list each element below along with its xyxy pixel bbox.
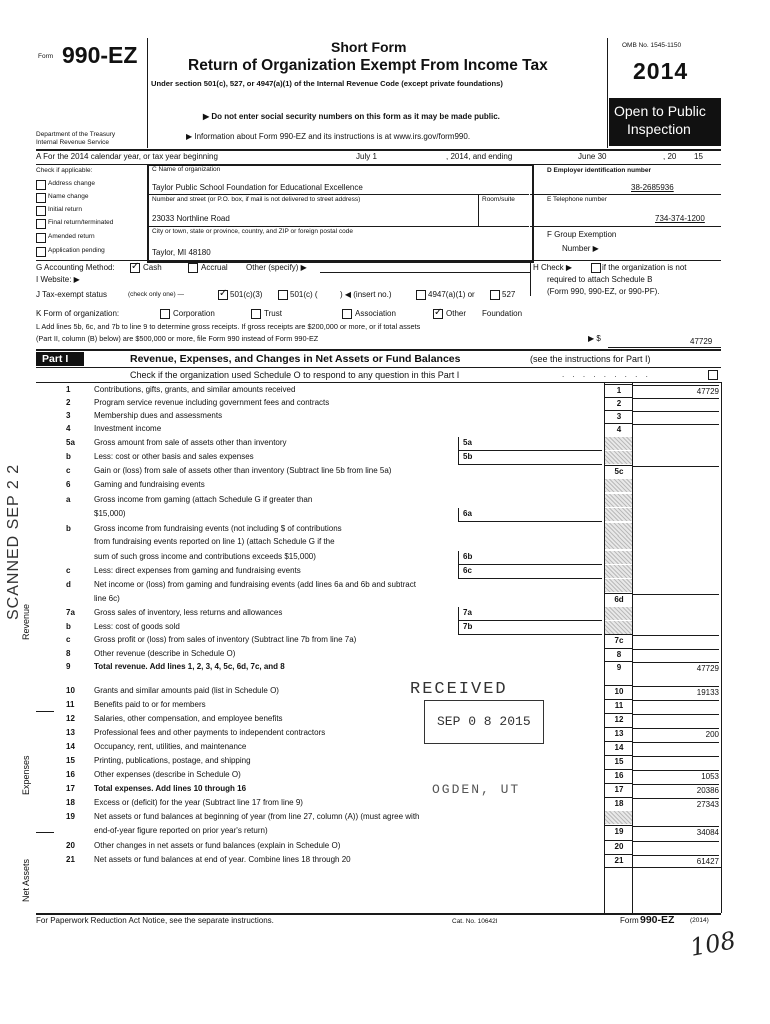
line-amount[interactable]: 61427	[633, 855, 719, 869]
sub-line-box	[458, 607, 483, 621]
line-description: Other revenue (describe in Schedule O)	[94, 649, 236, 658]
handwritten-page-number: 108	[687, 926, 738, 962]
sub-line-amount-field[interactable]	[482, 565, 602, 579]
line-row	[36, 523, 721, 536]
website-label: I Website: ▶	[36, 275, 80, 284]
sub-line-box	[458, 621, 483, 635]
shaded-cell	[605, 565, 633, 578]
line-description: Gross sales of inventory, less returns and allowances	[94, 608, 283, 617]
line-box-number: 16	[605, 769, 633, 783]
line-row	[36, 410, 721, 423]
line-number: 16	[66, 770, 75, 779]
address-change-checkbox[interactable]	[36, 180, 46, 190]
title-main: Return of Organization Exempt From Income Tax	[188, 57, 548, 74]
other-org-value[interactable]: Foundation	[482, 309, 523, 318]
line-amount[interactable]	[633, 700, 719, 714]
line-row	[36, 565, 721, 578]
notice-info: ▶ Information about Form 990-EZ and its instructions is at www.irs.gov/form990.	[186, 132, 471, 141]
footer-year: (2014)	[690, 917, 709, 924]
line-number: b	[66, 452, 71, 461]
line-amount[interactable]: 47729	[633, 662, 719, 676]
line-row	[36, 508, 721, 521]
shaded-cell	[605, 508, 633, 521]
line-amount[interactable]	[633, 714, 719, 728]
line-amount[interactable]: 47729	[633, 385, 719, 399]
sub-line-amount-field[interactable]	[482, 508, 602, 522]
subtitle: Under section 501(c), 527, or 4947(a)(1) of the Internal Revenue Code (except private foundations)	[151, 79, 503, 88]
trust-checkbox[interactable]	[251, 309, 261, 319]
other-org-checkbox[interactable]	[433, 309, 443, 319]
b-check-label: Check if applicable:	[36, 167, 93, 174]
line-row	[36, 741, 721, 754]
part-i-tag-label: Part I	[42, 353, 69, 365]
line-number: c	[66, 635, 71, 644]
tax-year: 2014	[633, 58, 689, 84]
title-short-form: Short Form	[331, 39, 407, 55]
line-amount[interactable]: 200	[633, 728, 719, 742]
gross-receipts-value[interactable]: 47729	[690, 337, 713, 346]
other-method-label: Other (specify) ▶	[246, 263, 307, 272]
line-description: Benefits paid to or for members	[94, 700, 206, 709]
line-amount[interactable]	[633, 756, 719, 770]
line-number: 13	[66, 728, 75, 737]
line-description: Less: cost or other basis and sales expenses	[94, 452, 254, 461]
line-box-number: 1	[605, 384, 633, 398]
omb-number: OMB No. 1545-1150	[622, 42, 682, 49]
sub-line-label: 6c	[463, 566, 472, 575]
initial-return-checkbox[interactable]	[36, 206, 46, 216]
line-box-number: 20	[605, 840, 633, 854]
application-pending-checkbox[interactable]	[36, 247, 46, 257]
sub-line-amount-field[interactable]	[482, 437, 602, 451]
shaded-cell	[605, 621, 633, 634]
line-description: Grants and similar amounts paid (list in Schedule O)	[94, 686, 279, 695]
line-row	[36, 451, 721, 464]
net-assets-side-label: Net Assets	[21, 858, 31, 902]
line-h-check: H Check ▶	[533, 263, 573, 272]
trust-label: Trust	[264, 309, 282, 318]
sub-line-box	[458, 551, 483, 565]
part-i-title-note: (see the instructions for Part I)	[530, 354, 651, 364]
shaded-cell	[605, 451, 633, 464]
sub-line-label: 5b	[463, 452, 473, 461]
inspection-label: Inspection	[627, 121, 691, 137]
sub-line-box	[458, 437, 483, 451]
line-box-number: 14	[605, 741, 633, 755]
sub-line-amount-field[interactable]	[482, 451, 602, 465]
501c-insert-label: ) ◀ (insert no.)	[340, 290, 392, 299]
part-i-title: Revenue, Expenses, and Changes in Net Assets or Fund Balances	[130, 353, 461, 365]
line-row	[36, 755, 721, 768]
part-i-tag	[36, 352, 84, 366]
501c-checkbox[interactable]	[278, 290, 288, 300]
line-a-end: June 30	[578, 152, 607, 161]
public-inspection-box	[609, 98, 721, 146]
501c3-checkbox[interactable]	[218, 290, 228, 300]
line-l-text2: (Part II, column (B) below) are $500,000 or more, file Form 990 instead of Form 990-EZ	[36, 334, 319, 343]
schedule-o-check-text: Check if the organization used Schedule O to respond to any question in this Part I	[130, 370, 460, 380]
line-box-number: 17	[605, 783, 633, 797]
shaded-cell	[605, 536, 633, 549]
line-h-text4: (Form 990, 990-EZ, or 990-PF).	[547, 287, 660, 296]
line-box-number: 15	[605, 755, 633, 769]
line-l-dollar: ▶ $	[588, 334, 601, 343]
line-row	[36, 384, 721, 397]
expenses-side-label: Expenses	[21, 755, 31, 795]
line-description: Printing, publications, postage, and shipping	[94, 756, 251, 765]
line-a-year-value: 15	[694, 152, 703, 161]
line-number: b	[66, 524, 71, 533]
line-number: b	[66, 622, 71, 631]
line-number: 10	[66, 686, 75, 695]
application-pending-label: Application pending	[48, 247, 105, 254]
accounting-method-label: G Accounting Method:	[36, 263, 115, 272]
tax-exempt-hint: (check only one) —	[128, 291, 184, 298]
line-box-number: 5c	[605, 465, 633, 479]
line-h-text3: required to attach Schedule B	[547, 275, 653, 284]
sub-line-amount-field[interactable]	[482, 551, 602, 565]
line-description: Excess or (deficit) for the year (Subtract line 17 from line 9)	[94, 798, 303, 807]
date-stamp-text: SEP 0 8 2015	[437, 714, 531, 729]
association-checkbox[interactable]	[342, 309, 352, 319]
sub-line-label: 6b	[463, 552, 473, 561]
line-box-number: 12	[605, 713, 633, 727]
shaded-cell	[605, 479, 633, 492]
line-description: from fundraising events reported on line 1) (attach Schedule G if the	[94, 537, 335, 546]
line-row	[36, 854, 721, 867]
line-number: 17	[66, 784, 75, 793]
line-row	[36, 840, 721, 853]
dept-line1: Department of the Treasury	[36, 131, 116, 138]
line-number: 9	[66, 662, 71, 671]
line-amount[interactable]: 20386	[633, 784, 719, 798]
cash-label: Cash	[143, 263, 162, 272]
line-a-mid: , 2014, and ending	[446, 152, 513, 161]
line-amount[interactable]: 19133	[633, 686, 719, 700]
shaded-cell	[605, 523, 633, 536]
line-a-year-suffix: , 20	[663, 152, 677, 161]
dept-line2: Internal Revenue Service	[36, 139, 109, 146]
line-row	[36, 783, 721, 796]
room-suite-label: Room/suite	[482, 196, 515, 203]
line-description: Gross profit or (loss) from sales of inventory (Subtract line 7b from line 7a)	[94, 635, 357, 644]
line-box-number: 4	[605, 423, 633, 437]
line-box-number: 21	[605, 854, 633, 868]
tax-exempt-label: J Tax-exempt status	[36, 290, 107, 299]
shaded-cell	[605, 579, 633, 592]
org-street[interactable]: 23033 Northline Road	[152, 214, 230, 223]
line-box-number: 11	[605, 699, 633, 713]
org-name-label: C Name of organization	[152, 166, 221, 173]
line-amount[interactable]: 34084	[633, 826, 719, 840]
line-amount[interactable]	[633, 466, 719, 480]
line-box-number: 6d	[605, 593, 633, 607]
line-number: c	[66, 566, 71, 575]
line-row	[36, 661, 721, 674]
line-a-begin: July 1	[356, 152, 377, 161]
line-number: c	[66, 466, 71, 475]
sub-line-amount-field[interactable]	[482, 621, 602, 635]
line-description: Salaries, other compensation, and employee benefits	[94, 714, 283, 723]
line-description: end-of-year figure reported on prior year's return)	[94, 826, 268, 835]
line-description: Net assets or fund balances at beginning of year (from line 27, column (A)) (must agree with	[94, 812, 420, 821]
line-a-label: A For the 2014 calendar year, or tax year beginning	[36, 152, 218, 161]
line-row	[36, 648, 721, 661]
address-change-label: Address change	[48, 180, 95, 187]
shaded-cell	[605, 437, 633, 450]
form-prefix: Form	[38, 53, 54, 60]
line-number: a	[66, 495, 71, 504]
line-description: Less: direct expenses from gaming and fundraising events	[94, 566, 301, 575]
city-label: City or town, state or province, country, and ZIP or foreign postal code	[152, 228, 353, 235]
line-description: Program service revenue including government fees and contracts	[94, 398, 330, 407]
received-stamp	[402, 678, 562, 700]
final-return-checkbox[interactable]	[36, 219, 46, 229]
line-description: Gain or (loss) from sale of assets other than inventory (Subtract line 5b from line 5a)	[94, 466, 392, 475]
line-amount[interactable]	[633, 742, 719, 756]
line-description: Gross income from gaming (attach Schedule G if greater than	[94, 495, 313, 504]
line-description: Occupancy, rent, utilities, and maintenance	[94, 742, 247, 751]
line-description: Other changes in net assets or fund balances (explain in Schedule O)	[94, 841, 341, 850]
ein-value[interactable]: 38-2685936	[631, 183, 674, 192]
line-row	[36, 494, 721, 507]
corporation-label: Corporation	[173, 309, 215, 318]
ogden-stamp: OGDEN, UT	[432, 782, 521, 797]
line-row	[36, 551, 721, 564]
line-amount[interactable]	[633, 594, 719, 608]
527-checkbox[interactable]	[490, 290, 500, 300]
line-row	[36, 437, 721, 450]
sub-line-box	[458, 451, 483, 465]
line-box-number: 13	[605, 727, 633, 741]
line-row	[36, 423, 721, 436]
org-city[interactable]: Taylor, MI 48180	[152, 248, 211, 257]
accrual-checkbox[interactable]	[188, 263, 198, 273]
line-description: Net assets or fund balances at end of year. Combine lines 18 through 20	[94, 855, 351, 864]
line-box-number: 2	[605, 397, 633, 411]
line-box-number: 19	[605, 825, 633, 839]
footer-form-number: 990-EZ	[640, 914, 675, 926]
line-box-number: 10	[605, 685, 633, 699]
line-number: 3	[66, 411, 71, 420]
line-number: 21	[66, 855, 75, 864]
org-name[interactable]: Taylor Public School Foundation for Educational Excellence	[152, 183, 363, 192]
line-box-number: 18	[605, 797, 633, 811]
line-description: $15,000)	[94, 509, 126, 518]
other-org-label: Other	[446, 309, 467, 318]
line-description: sum of such gross income and contributions exceeds $15,000)	[94, 552, 316, 561]
shaded-cell	[605, 607, 633, 620]
phone-label: E Telephone number	[547, 196, 607, 203]
line-amount[interactable]	[633, 424, 719, 438]
line-number: 11	[66, 700, 75, 709]
line-amount[interactable]: 1053	[633, 770, 719, 784]
sub-line-label: 7b	[463, 622, 473, 631]
scanned-stamp: SCANNED SEP 2 2	[5, 463, 22, 620]
line-amount[interactable]: 27343	[633, 798, 719, 812]
4947-label: 4947(a)(1) or	[428, 290, 475, 299]
501c-label: 501(c) (	[290, 290, 318, 299]
date-stamp	[424, 700, 544, 744]
line-amount[interactable]	[633, 635, 719, 649]
line-row	[36, 727, 721, 740]
line-description: Gross amount from sale of assets other than inventory	[94, 438, 287, 447]
line-number: 7a	[66, 608, 75, 617]
amended-return-label: Amended return	[48, 233, 95, 240]
line-description: Gaming and fundraising events	[94, 480, 205, 489]
line-row	[36, 811, 721, 824]
ein-label: D Employer identification number	[547, 167, 652, 174]
line-row	[36, 607, 721, 620]
corporation-checkbox[interactable]	[160, 309, 170, 319]
line-description: Professional fees and other payments to independent contractors	[94, 728, 326, 737]
street-label: Number and street (or P.O. box, if mail is not delivered to street address)	[152, 196, 361, 203]
line-row	[36, 634, 721, 647]
line-box-number: 7c	[605, 634, 633, 648]
line-number: 1	[66, 385, 71, 394]
line-number: 18	[66, 798, 75, 807]
line-row	[36, 465, 721, 478]
schedule-o-checkbox[interactable]	[708, 370, 718, 380]
sub-line-label: 7a	[463, 608, 472, 617]
line-number: 14	[66, 742, 75, 751]
527-label: 527	[502, 290, 516, 299]
line-row	[36, 769, 721, 782]
line-row	[36, 593, 721, 606]
line-number: 6	[66, 480, 71, 489]
line-number: 19	[66, 812, 75, 821]
revenue-side-label: Revenue	[21, 603, 31, 640]
footer-cat-no: Cat. No. 10642I	[452, 918, 498, 925]
line-description: Total expenses. Add lines 10 through 16	[94, 784, 247, 793]
4947-checkbox[interactable]	[416, 290, 426, 300]
notice-ssn: ▶ Do not enter social security numbers on this form as it may be made public.	[203, 112, 500, 121]
line-h-text2: if the organization is not	[602, 263, 687, 272]
sub-line-box	[458, 508, 483, 522]
line-description: Investment income	[94, 424, 162, 433]
shaded-cell	[605, 494, 633, 507]
footer-form-prefix: Form	[620, 916, 639, 925]
sub-line-box	[458, 565, 483, 579]
line-description: Less: cost of goods sold	[94, 622, 180, 631]
line-box-number: 3	[605, 410, 633, 424]
line-number: 4	[66, 424, 71, 433]
cash-checkbox[interactable]	[130, 263, 140, 273]
501c3-label: 501(c)(3)	[230, 290, 263, 299]
line-row	[36, 713, 721, 729]
line-row	[36, 579, 721, 592]
accrual-label: Accrual	[201, 263, 228, 272]
line-box-number: 9	[605, 661, 633, 675]
name-change-label: Name change	[48, 193, 89, 200]
form-of-org-label: K Form of organization:	[36, 309, 120, 318]
line-description: Contributions, gifts, grants, and similar amounts received	[94, 385, 296, 394]
line-number: 12	[66, 714, 75, 723]
line-l-text1: L Add lines 5b, 6c, and 7b to line 9 to determine gross receipts. If gross receipts are $200,000 or more, or if total assets	[36, 322, 421, 331]
line-row	[36, 699, 721, 712]
line-description: line 6c)	[94, 594, 120, 603]
received-stamp-text: RECEIVED	[410, 680, 508, 699]
final-return-label: Final return/terminated	[48, 219, 114, 226]
name-change-checkbox[interactable]	[36, 193, 46, 203]
line-number: 2	[66, 398, 71, 407]
line-row	[36, 621, 721, 634]
line-row	[36, 825, 721, 838]
line-number: 5a	[66, 438, 75, 447]
line-description: Net income or (loss) from gaming and fundraising events (add lines 6a and 6b and subtract	[94, 580, 416, 589]
line-amount[interactable]	[633, 841, 719, 855]
line-description: Other expenses (describe in Schedule O)	[94, 770, 241, 779]
line-description: Gross income from fundraising events (not including $ of contributions	[94, 524, 342, 533]
line-number: 20	[66, 841, 75, 850]
schedule-b-checkbox[interactable]	[591, 263, 601, 273]
line-row	[36, 536, 721, 549]
footer-paperwork: For Paperwork Reduction Act Notice, see the separate instructions.	[36, 916, 274, 925]
amended-return-checkbox[interactable]	[36, 233, 46, 243]
phone-value[interactable]: 734-374-1200	[655, 214, 705, 223]
line-number: 8	[66, 649, 71, 658]
form-number: 990-EZ	[62, 42, 138, 68]
association-label: Association	[355, 309, 396, 318]
line-box-number: 8	[605, 648, 633, 662]
line-number: 15	[66, 756, 75, 765]
line-row	[36, 685, 721, 698]
line-row	[36, 479, 721, 492]
line-description: Total revenue. Add lines 1, 2, 3, 4, 5c, 6d, 7c, and 8	[94, 662, 285, 671]
initial-return-label: Initial return	[48, 206, 82, 213]
group-exemption-label: F Group Exemption	[547, 230, 617, 239]
sub-line-label: 5a	[463, 438, 472, 447]
line-row	[36, 797, 721, 810]
line-description: Membership dues and assessments	[94, 411, 223, 420]
shaded-cell	[605, 811, 633, 824]
sub-line-amount-field[interactable]	[482, 607, 602, 621]
sub-line-label: 6a	[463, 509, 472, 518]
line-row	[36, 397, 721, 410]
open-to-public: Open to Public	[614, 103, 706, 119]
line-number: d	[66, 580, 71, 589]
group-exemption-number: Number ▶	[562, 244, 599, 253]
shaded-cell	[605, 551, 633, 564]
